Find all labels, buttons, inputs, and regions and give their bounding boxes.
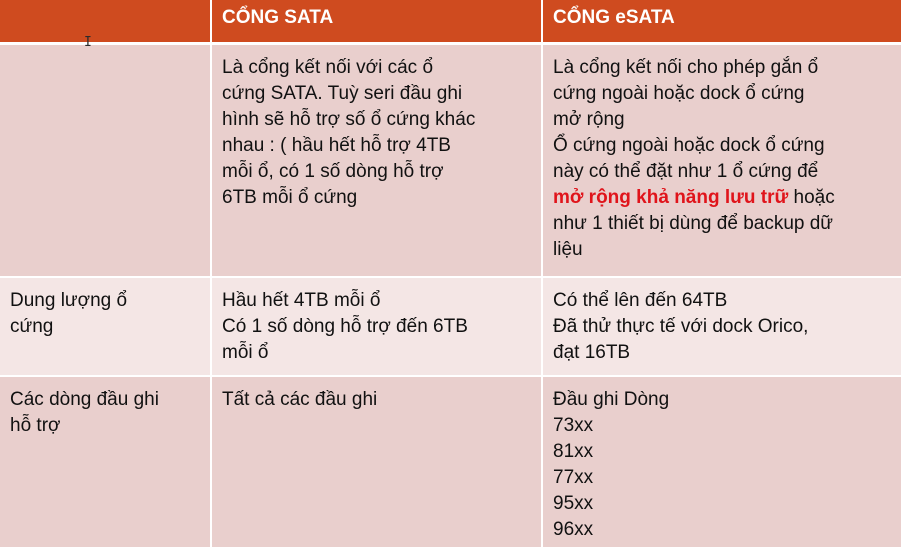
text-line: 77xx — [553, 467, 594, 488]
text-line: Ổ cứng ngoài hoặc dock ổ cứng — [553, 134, 825, 156]
text-line: Là cổng kết nối với các ổ — [222, 56, 434, 78]
header-empty — [0, 0, 211, 43]
text-line: Có thể lên đến 64TB — [553, 290, 728, 311]
text-line: liệu — [553, 238, 583, 260]
text-line: mở rộng — [553, 108, 625, 130]
header-row — [0, 0, 901, 43]
text-line: đạt 16TB — [553, 342, 631, 363]
text-line: cứng ngoài hoặc dock ổ cứng — [553, 82, 805, 104]
row-label-empty — [0, 43, 211, 277]
header-esata: CỔNG eSATA — [542, 0, 901, 43]
text-line: Đầu ghi Dòng — [553, 389, 670, 410]
text-line: hình sẽ hỗ trợ số ổ cứng khác — [222, 108, 476, 130]
header-sata: CỔNG SATA — [211, 0, 542, 43]
text-line: Có 1 số dòng hỗ trợ đến 6TB — [222, 316, 468, 337]
text-fragment: hoặc — [788, 186, 835, 208]
text-line: hỗ trợ — [10, 415, 61, 436]
text-line: Hầu hết 4TB mỗi ổ — [222, 290, 381, 311]
row-label-capacity — [0, 277, 211, 376]
table-row-supported-recorders — [0, 376, 901, 548]
row-label-recorders — [0, 376, 211, 548]
cell-sata-recorders — [211, 376, 542, 548]
text-line: cứng — [10, 316, 54, 337]
text-line: Tất cả các đầu ghi — [222, 389, 378, 410]
text-line: cứng SATA. Tuỳ seri đầu ghi — [222, 82, 463, 104]
text-line: mỗi ổ, có 1 số dòng hỗ trợ — [222, 160, 444, 182]
text-line: Là cổng kết nối cho phép gắn ổ — [553, 56, 819, 78]
cell-sata-capacity — [211, 277, 542, 376]
cell-esata-capacity — [542, 277, 901, 376]
cell-sata-description — [211, 43, 542, 277]
text-line: Dung lượng ổ — [10, 290, 128, 311]
table-row-description — [0, 43, 901, 277]
text-line-with-highlight — [553, 185, 891, 211]
text-line: 81xx — [553, 441, 594, 462]
text-line: 73xx — [553, 415, 594, 436]
highlight-text: mở rộng khả năng lưu trữ — [553, 186, 789, 208]
text-line: Đã thử thực tế với dock Orico, — [553, 316, 809, 337]
text-line: 96xx — [553, 519, 594, 540]
text-line: Các dòng đầu ghi — [10, 389, 159, 410]
text-line: 6TB mỗi ổ cứng — [222, 186, 358, 208]
text-cursor-icon: I — [84, 35, 92, 50]
cell-esata-description — [542, 43, 901, 277]
text-line: 95xx — [553, 493, 594, 514]
cell-esata-recorders — [542, 376, 901, 548]
text-line: mỗi ổ — [222, 342, 269, 363]
text-line: như 1 thiết bị dùng để backup dữ — [553, 212, 834, 234]
text-line: nhau : ( hầu hết hỗ trợ 4TB — [222, 134, 451, 156]
table-row-capacity — [0, 277, 901, 376]
text-line: này có thể đặt như 1 ổ cứng để — [553, 160, 819, 182]
